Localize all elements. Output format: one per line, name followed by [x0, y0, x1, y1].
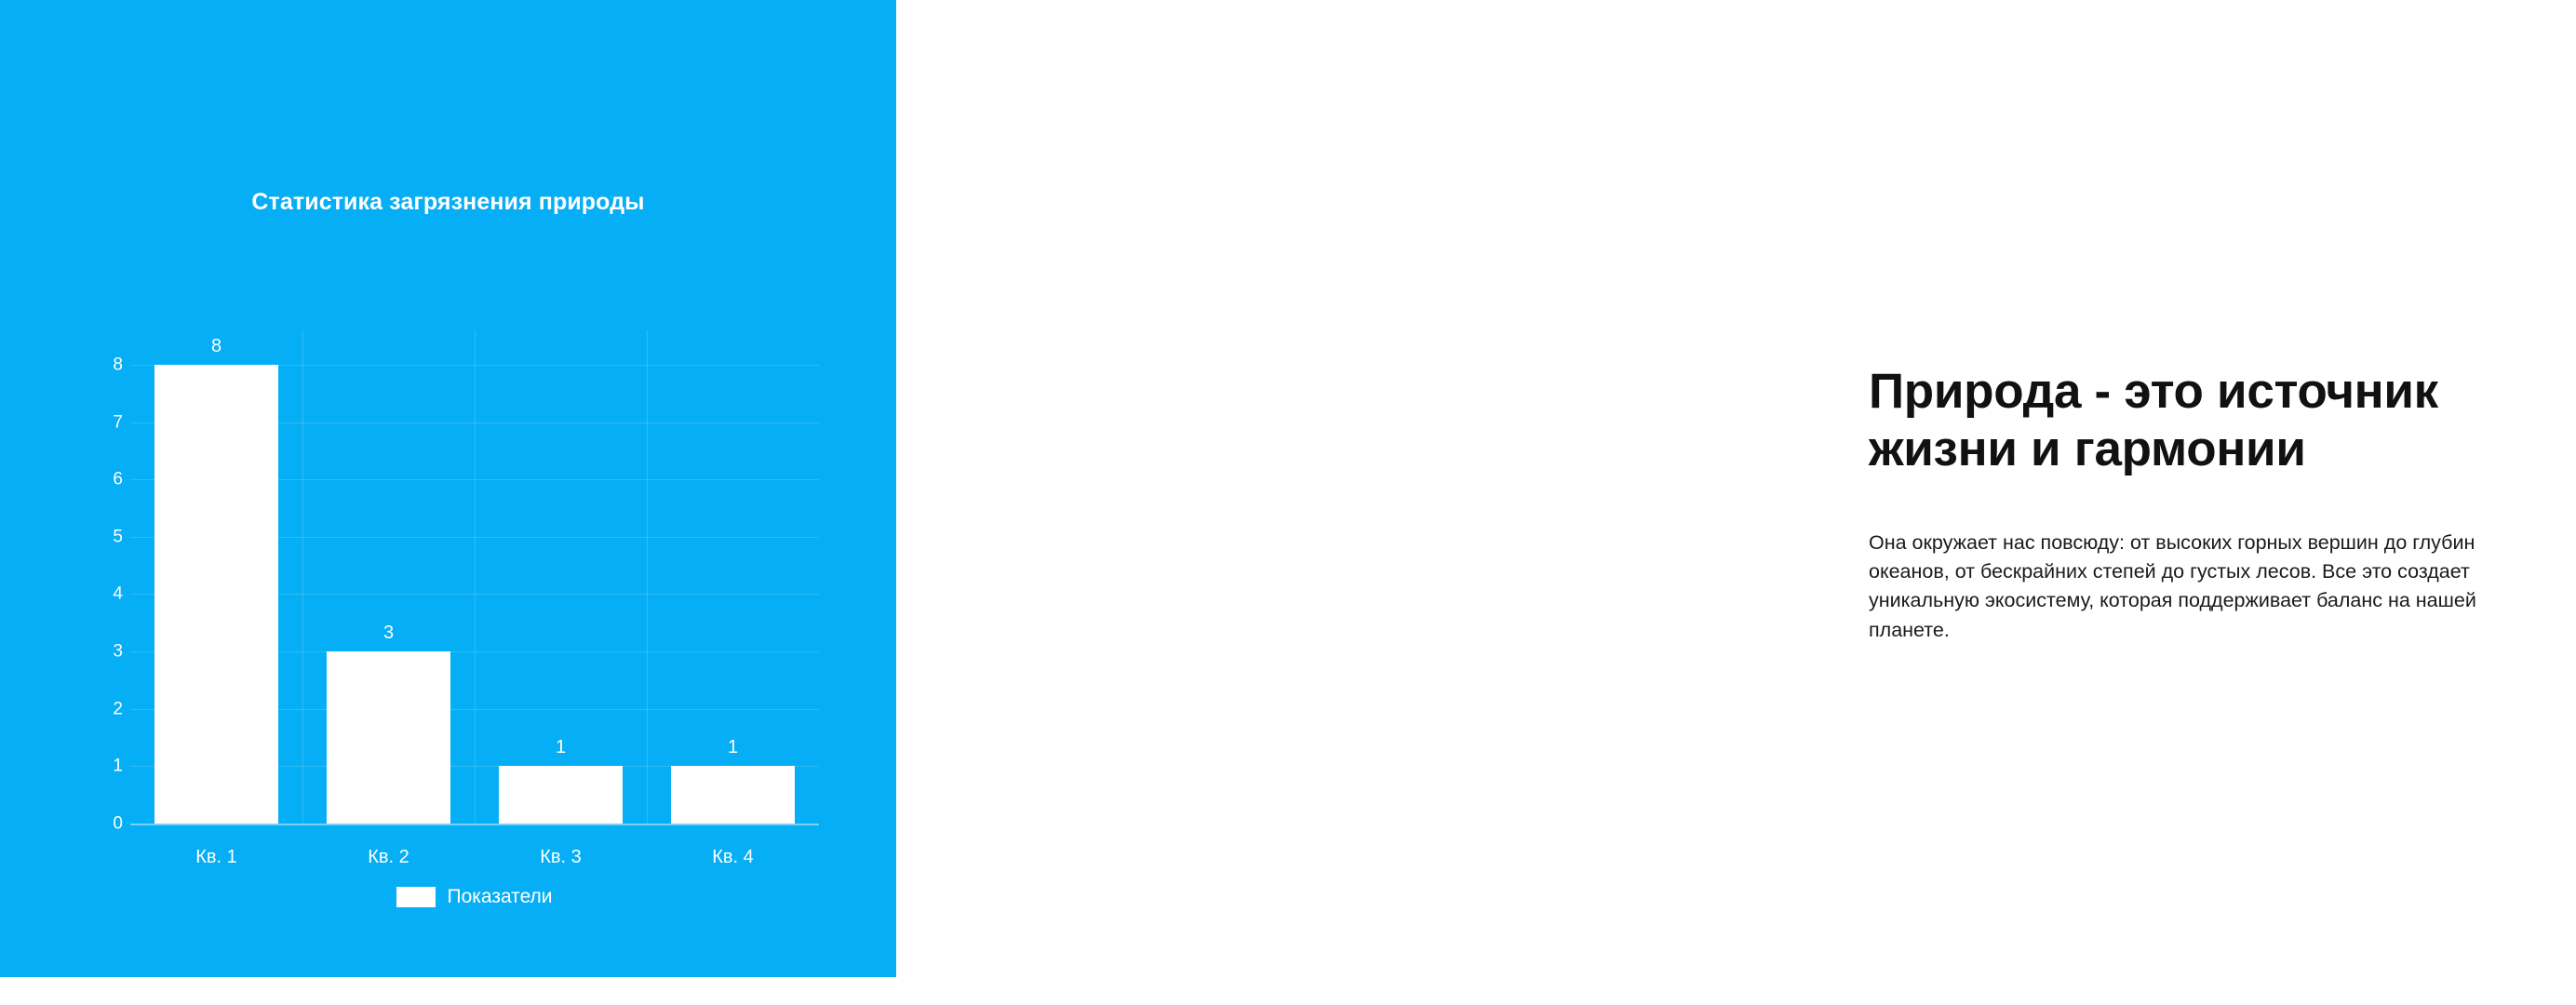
y-axis-labels [74, 330, 123, 834]
y-tick-label: 5 [113, 527, 123, 547]
y-tick-label: 4 [113, 583, 123, 604]
y-tick-label: 7 [113, 412, 123, 433]
chart-title: Статистика загрязнения природы [251, 189, 645, 215]
bar [499, 766, 623, 824]
chart-legend [130, 886, 819, 908]
y-tick-label: 1 [113, 756, 123, 776]
legend-label-pokazateli: Показатели [447, 886, 553, 907]
y-tick-label: 6 [113, 469, 123, 489]
legend-swatch-pokazateli [396, 887, 436, 907]
x-tick-label: Кв. 4 [712, 847, 754, 867]
y-tick-label: 2 [113, 699, 123, 719]
gridline-vertical [647, 330, 648, 824]
bar-slot [647, 330, 819, 824]
plot-area [130, 330, 819, 851]
bar-slot [475, 330, 647, 824]
bar-value-label: 1 [727, 737, 739, 758]
text-panel [896, 0, 2476, 1005]
bar-slot [130, 330, 302, 824]
y-tick-label: 8 [113, 355, 123, 375]
bar-value-label: 3 [382, 623, 395, 644]
bar [671, 766, 795, 824]
bar-chart [74, 307, 828, 907]
chart-panel [0, 0, 896, 977]
x-tick-label: Кв. 2 [368, 847, 409, 867]
x-axis-line [130, 824, 819, 825]
bar-value-label: 1 [555, 737, 567, 758]
x-tick-label: Кв. 1 [195, 847, 237, 867]
body-paragraph: Она окружает нас повсюду: от высоких горных вершин до глубин океанов, от бескрайних степей до густых лесов. Все это создает уникальную экосистему, которая поддерживает баланс на нашей планете. [1869, 531, 2476, 641]
x-tick-label: Кв. 3 [540, 847, 582, 867]
x-axis-labels [130, 847, 819, 868]
y-tick-label: 3 [113, 641, 123, 662]
headline: Природа - это источник жизни и гармонии [1869, 364, 2438, 476]
bar [327, 651, 450, 824]
gridline-vertical [302, 330, 303, 824]
y-tick-label: 0 [113, 813, 123, 834]
bar-slot [302, 330, 475, 824]
bar-value-label: 8 [210, 335, 222, 356]
gridline-vertical [475, 330, 476, 824]
